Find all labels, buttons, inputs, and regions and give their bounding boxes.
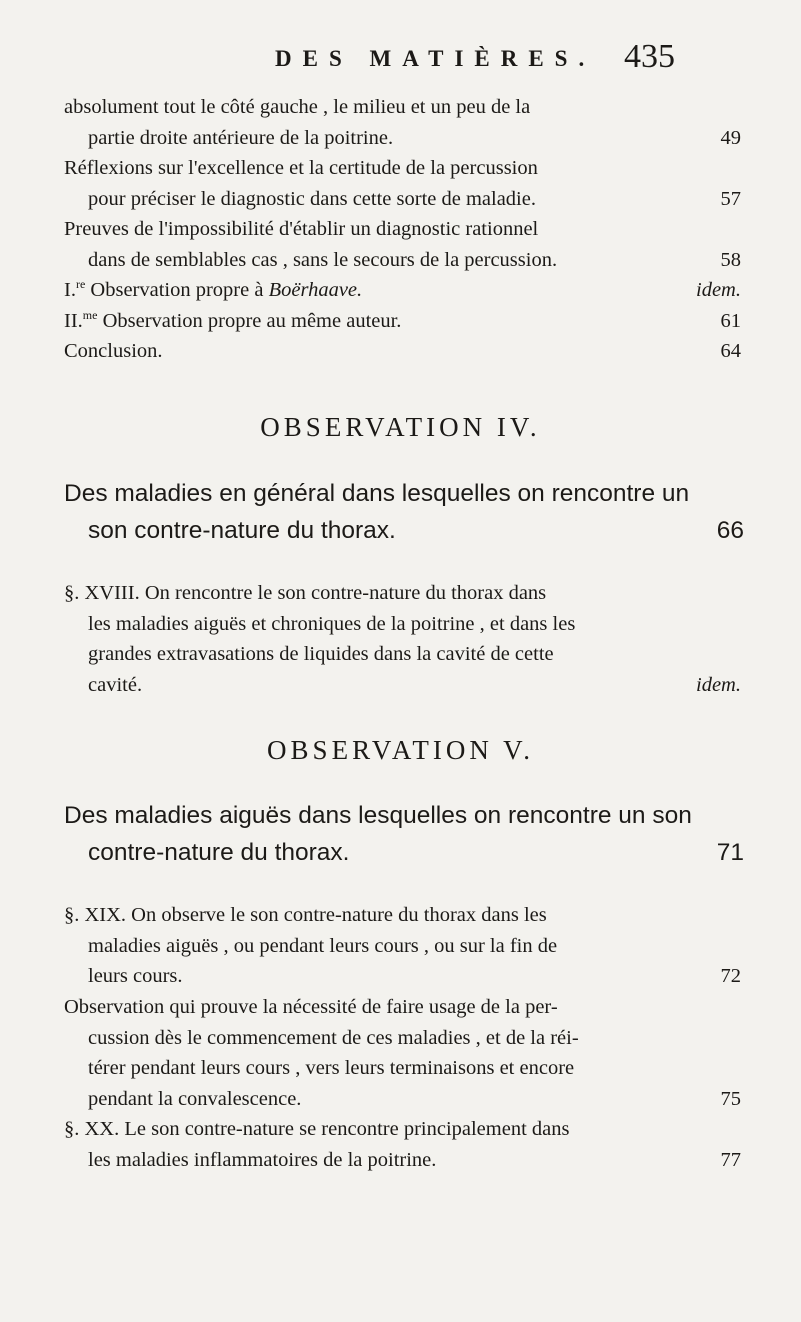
chapter-title-line: contre-nature du thorax. — [88, 839, 350, 866]
running-head — [0, 38, 801, 88]
section-heading: OBSERVATION IV. — [260, 412, 541, 442]
page-number: 435 — [624, 38, 675, 75]
entry-line: §. XVIII. On rencontre le son contre-nature du thorax dans — [64, 582, 547, 604]
toc-entry — [64, 578, 741, 700]
entry-text: Observation propre à — [85, 279, 269, 301]
entry-line: cussion dès le commencement de ces maladies , et de la réi- — [88, 1026, 579, 1049]
entry-numeral: II. — [64, 310, 83, 332]
toc-entry — [64, 153, 741, 214]
entry-line — [64, 306, 741, 337]
entry-author: Boërhaave. — [268, 279, 363, 301]
entry-page: 57 — [720, 187, 741, 210]
toc-entry — [64, 306, 741, 337]
entry-page: 75 — [720, 1087, 741, 1110]
toc-entry — [64, 214, 741, 275]
chapter-title — [64, 797, 744, 871]
entry-superscript: re — [75, 277, 86, 291]
entry-line: maladies aiguës , ou pendant leurs cours , ou sur la fin de — [88, 934, 558, 957]
toc-entry — [64, 275, 741, 306]
entry-page: idem. — [696, 673, 741, 696]
toc-entry — [64, 900, 741, 992]
entry-line: grandes extravasations de liquides dans la cavité de cette — [88, 643, 554, 665]
entry-line — [64, 275, 741, 306]
entry-page: idem. — [696, 279, 741, 301]
entry-line: absolument tout le côté gauche , le milieu et un peu de la — [64, 96, 531, 118]
entry-page: 58 — [720, 248, 741, 271]
entry-line: leurs cours. — [88, 965, 183, 987]
entry-line: les maladies inflammatoires de la poitrine. — [88, 1148, 437, 1171]
entry-superscript: me — [82, 308, 98, 322]
chapter-page: 66 — [716, 517, 744, 544]
entry-line: Réflexions sur l'excellence et la certitude de la percussion — [64, 157, 538, 179]
chapter-title-line: Des maladies aiguës dans lesquelles on rencontre un son — [64, 802, 692, 829]
toc-entry — [64, 336, 741, 367]
entry-line: cavité. — [88, 673, 143, 696]
entry-line: Conclusion. — [64, 340, 163, 362]
entry-line: partie droite antérieure de la poitrine. — [88, 126, 394, 149]
entry-numeral: I. — [64, 279, 76, 301]
entry-line: pendant la convalescence. — [88, 1087, 302, 1110]
entry-line: Observation qui prouve la nécessité de faire usage de la per- — [64, 996, 558, 1018]
entry-page: 49 — [720, 126, 741, 149]
entry-text: Observation propre au même auteur. — [97, 310, 402, 332]
entry-line: §. XX. Le son contre-nature se rencontre principalement dans — [64, 1118, 570, 1140]
chapter-title-line: son contre-nature du thorax. — [88, 517, 396, 544]
entry-line: §. XIX. On observe le son contre-nature du thorax dans les — [64, 904, 547, 926]
chapter-page: 71 — [716, 839, 744, 866]
entry-page: 77 — [720, 1148, 741, 1171]
entry-line: térer pendant leurs cours , vers leurs terminaisons et encore — [88, 1057, 575, 1079]
running-head-title: DES MATIÈRES. — [275, 46, 596, 71]
entry-line: les maladies aiguës et chroniques de la poitrine , et dans les — [88, 612, 576, 635]
entry-line: dans de semblables cas , sans le secours de la percussion. — [88, 248, 558, 271]
entry-page: 72 — [720, 965, 741, 987]
entry-line: Preuves de l'impossibilité d'établir un diagnostic rationnel — [64, 218, 539, 240]
entry-page: 64 — [720, 340, 741, 362]
toc-entry — [64, 1114, 741, 1175]
section-heading: OBSERVATION V. — [267, 735, 534, 765]
entry-line: pour préciser le diagnostic dans cette sorte de maladie. — [88, 187, 536, 210]
toc-entry — [64, 992, 741, 1114]
chapter-title-line: Des maladies en général dans lesquelles on rencontre un — [64, 480, 690, 507]
toc-entry — [64, 92, 741, 153]
chapter-title — [64, 475, 744, 549]
entry-page: 61 — [720, 310, 741, 332]
